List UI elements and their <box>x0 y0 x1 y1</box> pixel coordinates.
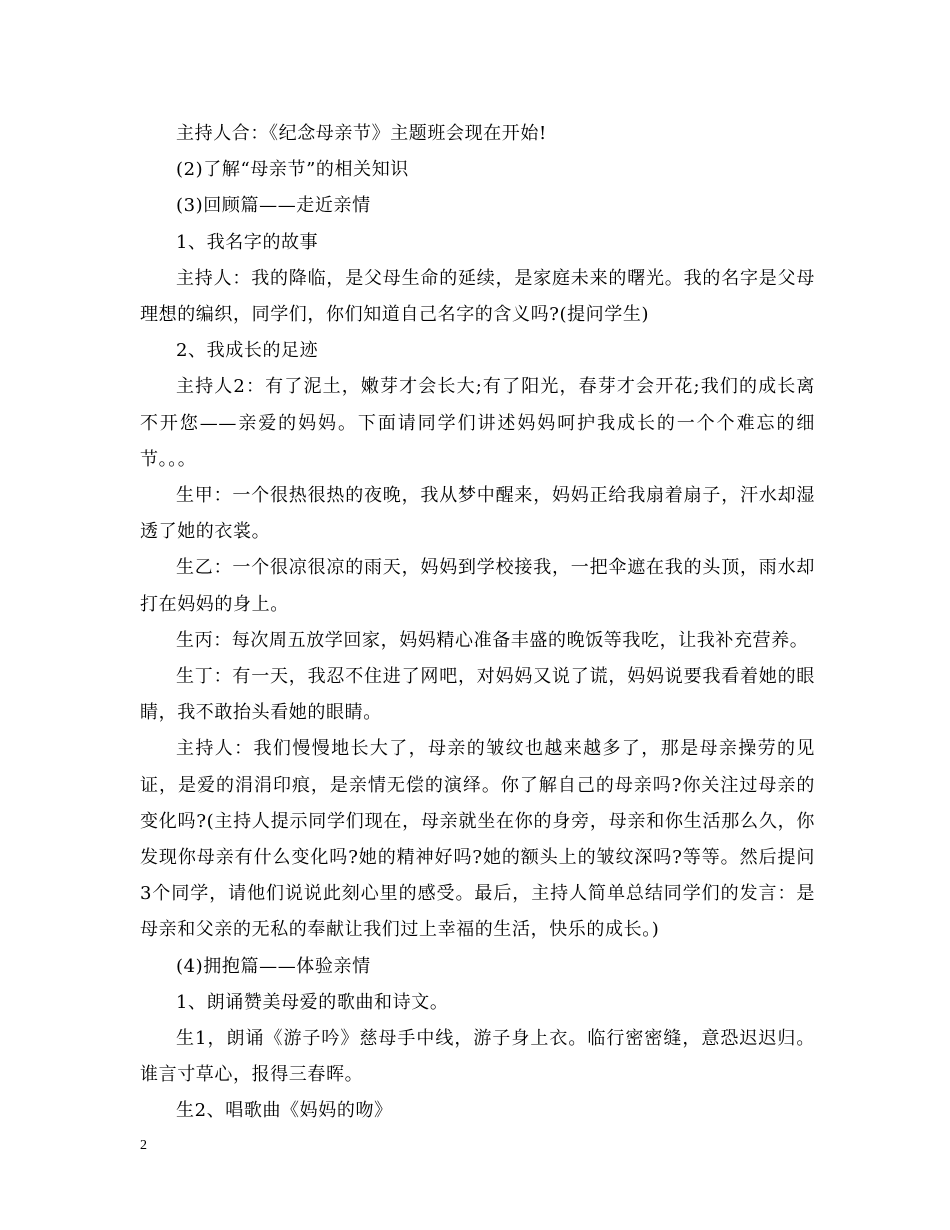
paragraph: (3)回顾篇——走近亲情 <box>176 195 371 217</box>
paragraph: 生1，朗诵《游子吟》慈母手中线，游子身上衣。临行密密缝，意恐迟迟归。谁言寸草心，报得三春晖。 <box>140 1028 815 1086</box>
paragraph: (2)了解“母亲节”的相关知识 <box>176 159 409 181</box>
paragraph: 生2、唱歌曲《妈妈的吻》 <box>176 1100 393 1122</box>
paragraph: 主持人：我的降临，是父母生命的延续，是家庭未来的曙光。我的名字是父母理想的编织，同学们，你们知道自己名字的含义吗?(提问学生) <box>140 267 815 326</box>
document-body <box>140 116 815 1130</box>
paragraph: 1、我名字的故事 <box>176 231 319 253</box>
paragraph: 生丙：每次周五放学回家，妈妈精心准备丰盛的晚饭等我吃，让我补充营养。 <box>176 629 809 651</box>
paragraph: 主持人2：有了泥土，嫩芽才会长大;有了阳光，春芽才会开花;我们的成长离不开您——亲爱的妈妈。下面请同学们讲述妈妈呵护我成长的一个个难忘的细节。。。 <box>140 376 815 470</box>
paragraph: 2、我成长的足迹 <box>176 340 319 362</box>
paragraph: 生甲：一个很热很热的夜晚，我从梦中醒来，妈妈正给我扇着扇子，汗水却湿透了她的衣裳。 <box>140 485 815 543</box>
page-number: 2 <box>140 1138 147 1153</box>
paragraph: 生丁：有一天，我忍不住进了网吧，对妈妈又说了谎，妈妈说要我看着她的眼睛，我不敢抬头看她的眼睛。 <box>140 666 815 724</box>
paragraph: 主持人：我们慢慢地长大了，母亲的皱纹也越来越多了，那是母亲操劳的见证，是爱的涓涓印痕，是亲情无偿的演绎。你了解自己的母亲吗?你关注过母亲的变化吗?(主持人提示同学们现在，母亲就坐在你的身旁，母亲和你生活那么久，你发现你母亲有什么变化吗?她的精神好吗?她的额头上的皱纹深吗?等等。然后提问 3个同学，请他们说说此刻心里的感受。最后，主持人简单总结同学们的发言：是母亲和父亲的无私的奉献让我们过上幸福的生活，快乐的成长。) <box>140 738 815 941</box>
paragraph: 生乙：一个很凉很凉的雨天，妈妈到学校接我，一把伞遮在我的头顶，雨水却打在妈妈的身上。 <box>140 557 815 615</box>
paragraph: (4)拥抱篇——体验亲情 <box>176 955 371 977</box>
paragraph: 1、朗诵赞美母爱的歌曲和诗文。 <box>176 991 449 1013</box>
paragraph: 主持人合：《纪念母亲节》主题班会现在开始! <box>176 123 547 144</box>
